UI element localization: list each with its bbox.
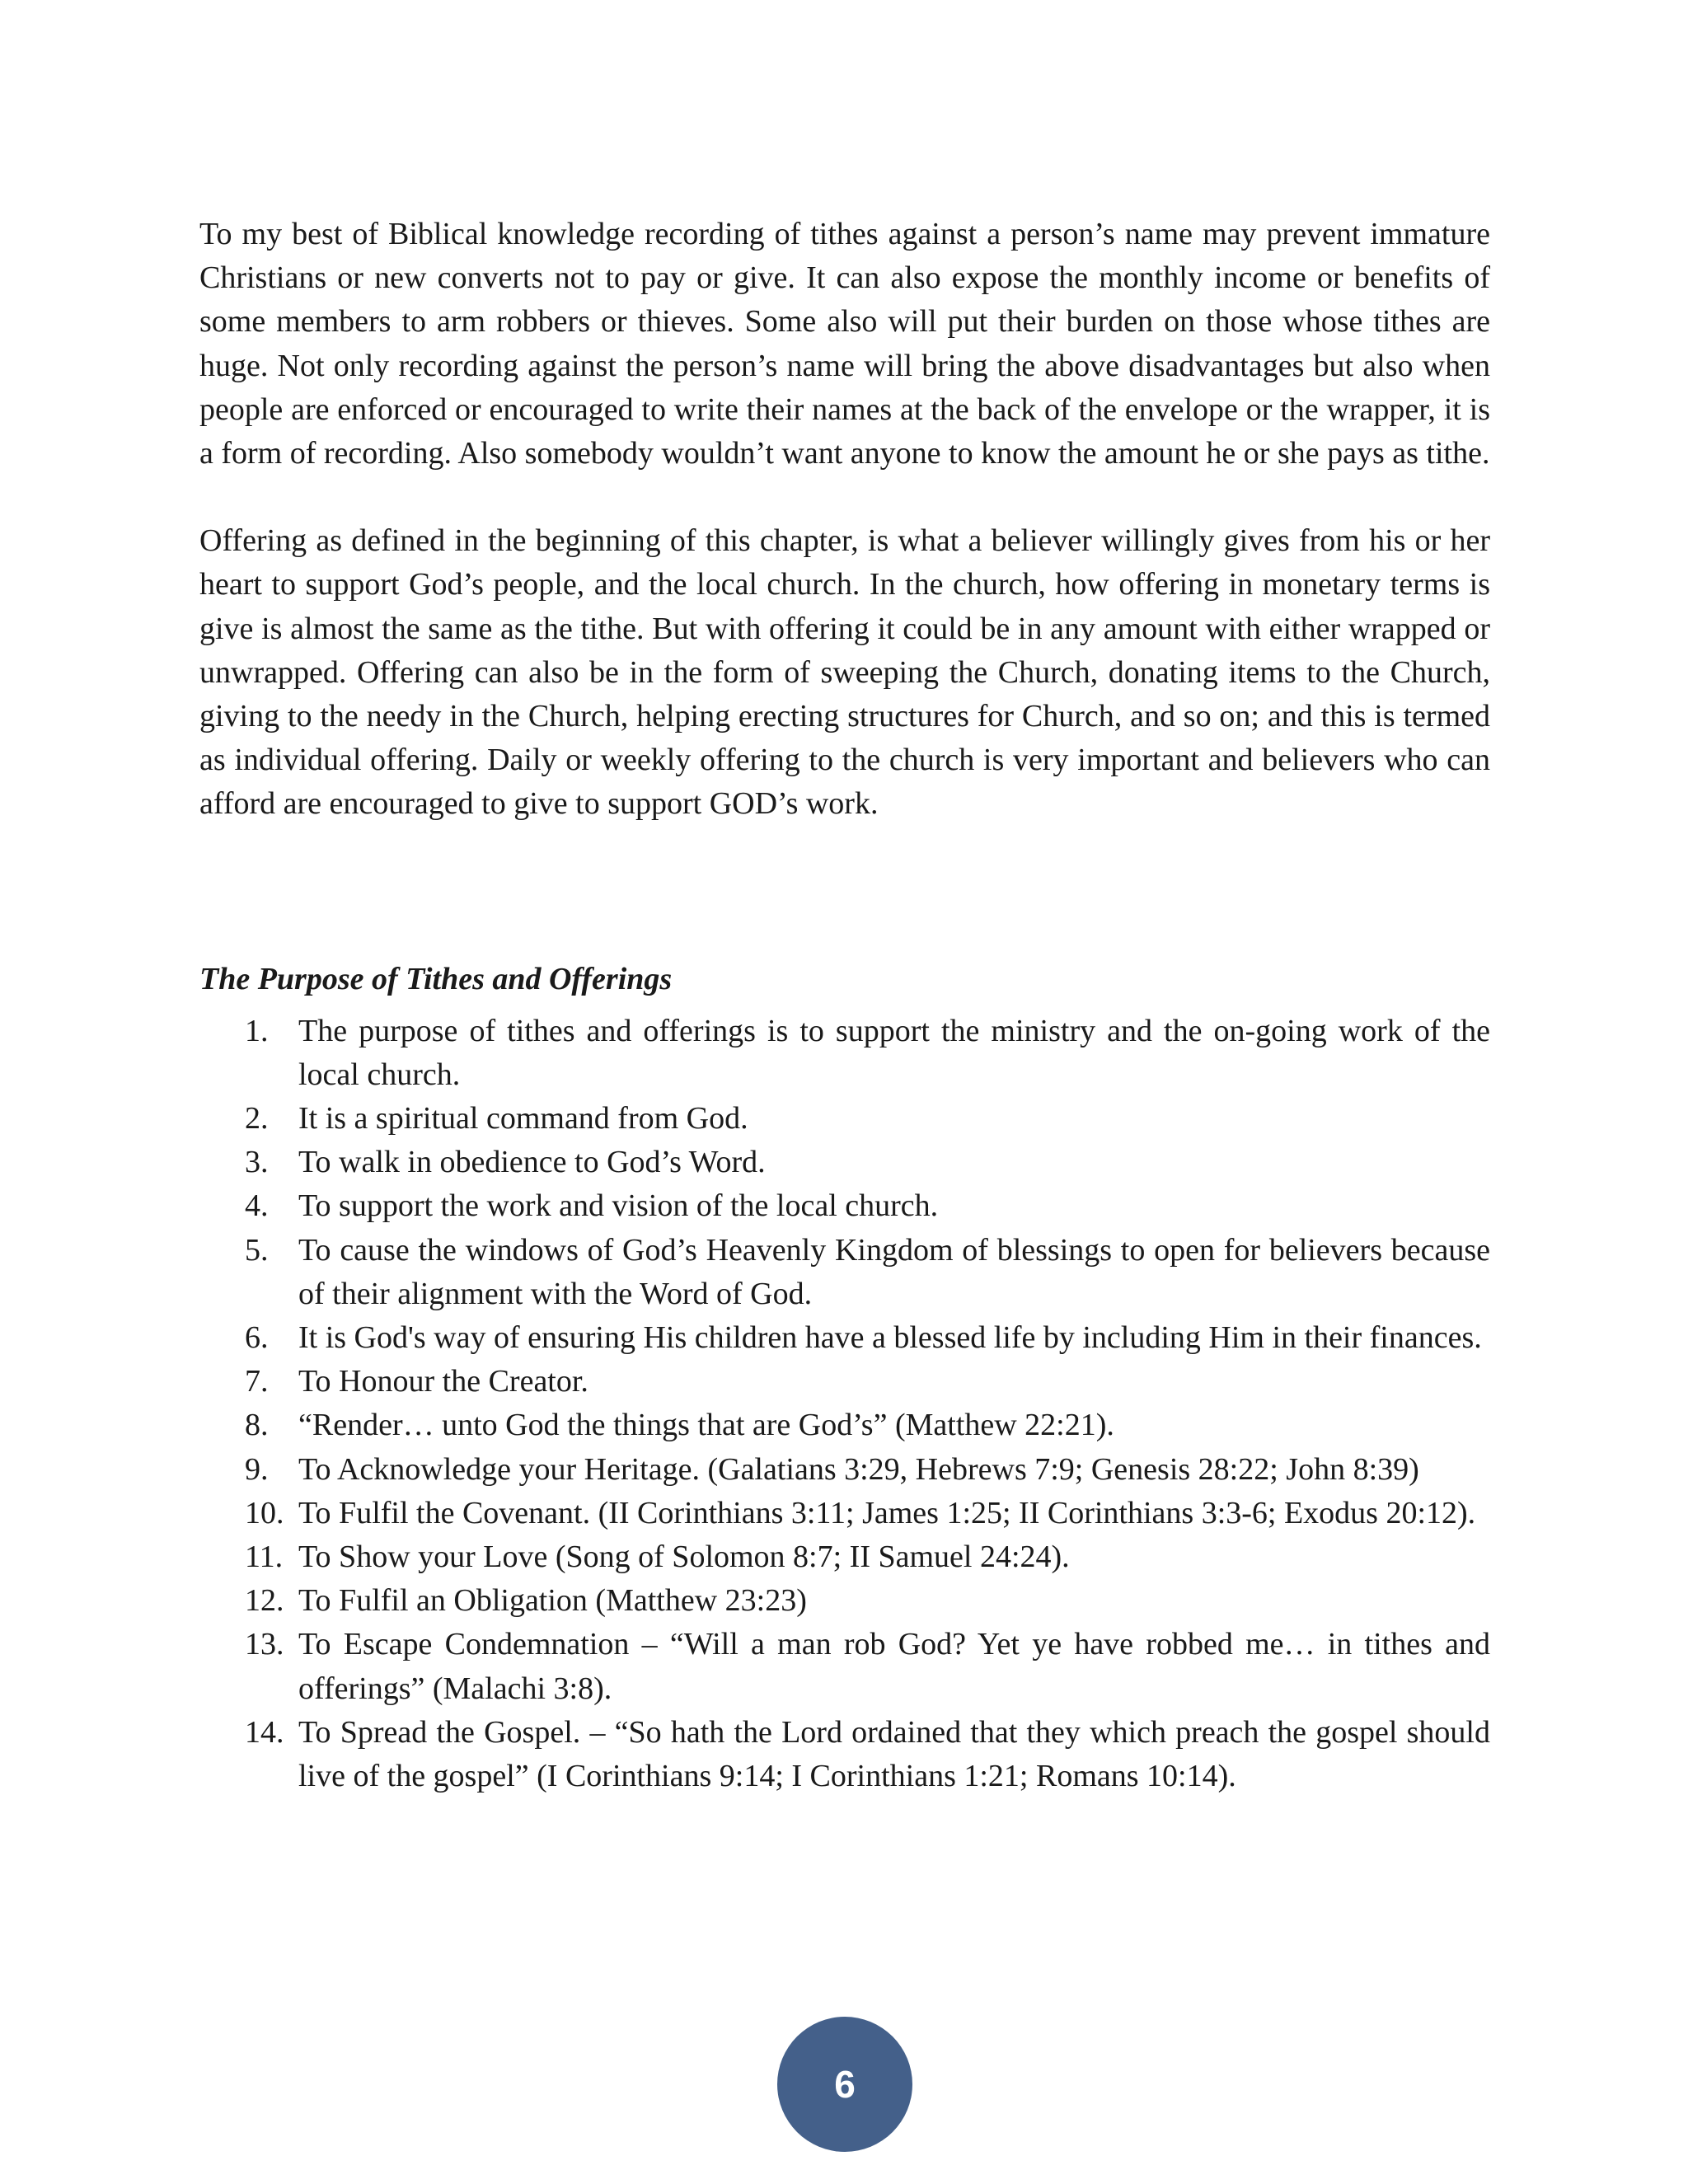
list-item-text: To Show your Love (Song of Solomon 8:7; II Samuel 24:24). xyxy=(298,1540,1070,1575)
list-item xyxy=(199,1360,1490,1404)
list-item xyxy=(199,1535,1490,1579)
paragraph-tithe-recording: To my best of Biblical knowledge recording of tithes against a person’s name may prevent immature Christians or new converts not to pay or give. It can also expose the monthly income or benefits of some members to arm robbers or thieves. Some also will put their burden on those whose tithes are huge. Not only recording against the person’s name will bring the above disadvantages but also when people are enforced or encouraged to write their names at the back of the envelope or the wrapper, it is a form of recording. Also somebody wouldn’t want anyone to know the amount he or she pays as tithe. xyxy=(199,217,1490,471)
purpose-list xyxy=(199,1010,1490,1799)
list-item-text: To Escape Condemnation – “Will a man rob God? Yet ye have robbed me… in tithes and offerings” (Malachi 3:8). xyxy=(298,1627,1490,1706)
list-item-number: 12. xyxy=(245,1583,284,1619)
list-item-number: 5. xyxy=(245,1232,269,1268)
list-item xyxy=(199,1448,1490,1492)
page-body xyxy=(199,213,1490,1798)
list-item-text: To Honour the Creator. xyxy=(298,1364,588,1399)
section-heading: The Purpose of Tithes and Offerings xyxy=(199,961,673,996)
list-item-number: 8. xyxy=(245,1408,269,1443)
list-item xyxy=(199,1316,1490,1360)
list-item xyxy=(199,1579,1490,1623)
list-item-text: It is a spiritual command from God. xyxy=(298,1101,748,1137)
list-item xyxy=(199,1184,1490,1228)
list-item-text: To walk in obedience to God’s Word. xyxy=(298,1145,766,1180)
list-item-number: 10. xyxy=(245,1495,284,1530)
list-item-text: To cause the windows of God’s Heavenly Kingdom of blessings to open for believers because of their alignment with the Word of God. xyxy=(298,1232,1490,1311)
list-item-text: To support the work and vision of the local church. xyxy=(298,1188,939,1224)
list-item-number: 9. xyxy=(245,1451,269,1487)
list-item xyxy=(199,1711,1490,1798)
list-item-number: 2. xyxy=(245,1101,269,1137)
list-item xyxy=(199,1623,1490,1710)
list-item-text: To Fulfil an Obligation (Matthew 23:23) xyxy=(298,1583,807,1619)
list-item xyxy=(199,1141,1490,1184)
list-item-number: 14. xyxy=(245,1714,284,1750)
list-item-number: 4. xyxy=(245,1188,269,1224)
list-item-text: To Acknowledge your Heritage. (Galatians 3:29, Hebrews 7:9; Genesis 28:22; John 8:39) xyxy=(298,1451,1419,1487)
list-item-text: “Render… unto God the things that are God’s” (Matthew 22:21). xyxy=(298,1408,1114,1443)
page-number-badge: 6 xyxy=(777,2017,912,2152)
paragraph-offering-definition: Offering as defined in the beginning of this chapter, is what a believer willingly gives from his or her heart to support God’s people, and the local church. In the church, how offering in monetary terms is give is almost the same as the tithe. But with offering it could be in any amount with either wrapped or unwrapped. Offering can also be in the form of sweeping the Church, donating items to the Church, giving to the needy in the Church, helping erecting structures for Church, and so on; and this is termed as individual offering. Daily or weekly offering to the church is very important and believers who can afford are encouraged to give to support GOD’s work. xyxy=(199,523,1490,822)
list-item-number: 13. xyxy=(245,1627,284,1662)
list-item-number: 1. xyxy=(245,1013,269,1048)
list-item-number: 11. xyxy=(245,1540,284,1575)
list-item xyxy=(199,1097,1490,1141)
list-item-number: 7. xyxy=(245,1364,269,1399)
list-item-text: To Fulfil the Covenant. (II Corinthians 3:11; James 1:25; II Corinthians 3:3-6; Exodus 20:12). xyxy=(298,1495,1476,1530)
list-item xyxy=(199,1010,1490,1097)
list-item-text: The purpose of tithes and offerings is to support the ministry and the on-going work of the local church. xyxy=(298,1013,1490,1092)
list-item-text: To Spread the Gospel. – “So hath the Lord ordained that they which preach the gospel should live of the gospel” (I Corinthians 9:14; I Corinthians 1:21; Romans 10:14). xyxy=(298,1714,1490,1794)
list-item-number: 3. xyxy=(245,1145,269,1180)
list-item-number: 6. xyxy=(245,1320,269,1356)
list-item xyxy=(199,1404,1490,1447)
list-item xyxy=(199,1492,1490,1535)
list-item-text: It is God's way of ensuring His children have a blessed life by including Him in their finances. xyxy=(298,1320,1482,1356)
list-item xyxy=(199,1229,1490,1316)
